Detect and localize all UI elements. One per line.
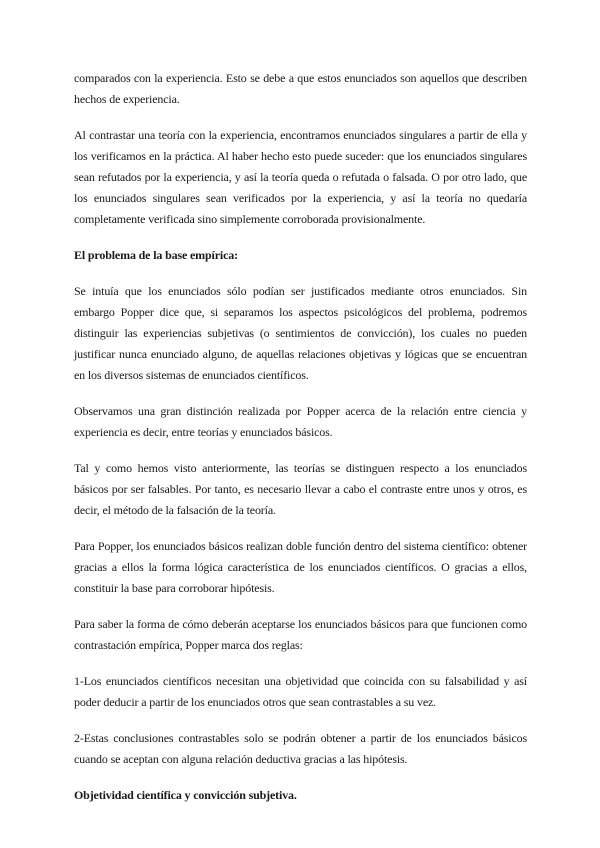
paragraph-2: Al contrastar una teoría con la experiencia, encontramos enunciados singulares a partir de ella y los verificamos en la práctica. Al haber hecho esto puede suceder: que los enunciados singulares sean refutados por la experiencia, y así la teoría queda o refutada o falsada. O por otro lado, que los enunciados singulares sean verificados por la experiencia, y así la teoría no quedaría completamente verificada sino simplemente corroborada provisionalmente. bbox=[74, 128, 527, 226]
paragraph-3: Se intuía que los enunciados sólo podían ser justificados mediante otros enunciados. Sin embargo Popper dice que, si separamos los aspectos psicológicos del problema, podremos distinguir las experiencias subjetivas (o sentimientos de convicción), los cuales no pueden justificar nunca enunciado alguno, de aquellas relaciones objetivas y lógicas que se encuentran en los diversos sistemas de enunciados científicos. bbox=[74, 284, 527, 382]
paragraph-rule-1: 1-Los enunciados científicos necesitan una objetividad que coincida con su falsabilidad y así poder deducir a partir de los enunciados otros que sean contrastables a su vez. bbox=[74, 674, 527, 709]
paragraph-5: Tal y como hemos visto anteriormente, las teorías se distinguen respecto a los enunciados básicos por ser falsables. Por tanto, es necesario llevar a cabo el contraste entre unos y otros, es decir, el método de la falsación de la teoría. bbox=[74, 461, 527, 517]
section-heading-empirical-base: El problema de la base empírica: bbox=[74, 248, 238, 262]
paragraph-4: Observamos una gran distinción realizada por Popper acerca de la relación entre ciencia y experiencia es decir, entre teorías y enunciados básicos. bbox=[74, 404, 527, 439]
section-heading-objectivity: Objetividad científica y convicción subjetiva. bbox=[74, 788, 297, 802]
paragraph-6: Para Popper, los enunciados básicos realizan doble función dentro del sistema científico: obtener gracias a ellos la forma lógica característica de los enunciados científicos. O gracias a ellos, constituir la base para corroborar hipótesis. bbox=[74, 539, 527, 595]
document-page bbox=[74, 68, 527, 821]
paragraph-7: Para saber la forma de cómo deberán aceptarse los enunciados básicos para que funcionen como contrastación empírica, Popper marca dos reglas: bbox=[74, 617, 527, 652]
paragraph-1: comparados con la experiencia. Esto se debe a que estos enunciados son aquellos que describen hechos de experiencia. bbox=[74, 71, 527, 106]
paragraph-rule-2: 2-Estas conclusiones contrastables solo se podrán obtener a partir de los enunciados básicos cuando se aceptan con alguna relación deductiva gracias a las hipótesis. bbox=[74, 731, 527, 766]
